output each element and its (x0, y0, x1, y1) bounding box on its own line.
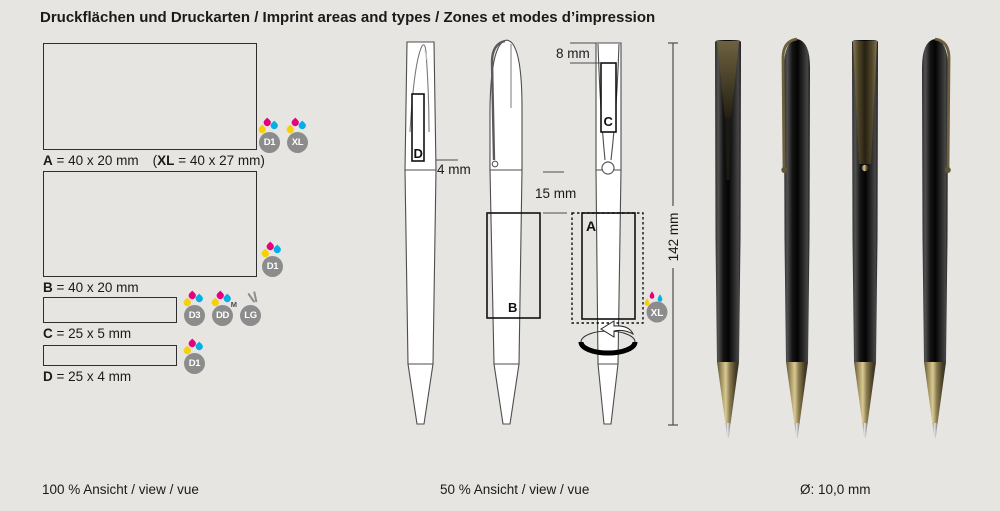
dim-text-15mm: 15 mm (535, 186, 577, 201)
photo-pen-side-view-left (781, 39, 810, 438)
yellow-drop-icon (645, 298, 650, 305)
ballpoint-tip (933, 423, 938, 438)
imprint-area-c-box (43, 297, 177, 323)
imprint-area-a-box (43, 43, 257, 150)
area-d-size: = 25 x 4 mm (52, 369, 132, 384)
cyan-drop-icon (270, 121, 279, 130)
print-method-d1-badge: D1 (262, 256, 283, 277)
area-b-size: = 40 x 20 mm (52, 280, 139, 295)
print-method-d1-icon (261, 243, 284, 277)
area-c-size: = 25 x 5 mm (52, 326, 132, 341)
area-a-letter: A (43, 153, 53, 168)
ballpoint-tip (863, 423, 868, 438)
print-method-dd-badge: DD (212, 305, 233, 326)
imprint-area-b-label (43, 280, 139, 295)
print-method-xl-icon (286, 119, 309, 153)
print-method-d3-icon (183, 292, 206, 326)
cyan-drop-icon (195, 294, 204, 303)
dd-superscript-m: M (230, 300, 237, 309)
print-method-d1-icon (183, 340, 206, 374)
cyan-drop-icon (658, 294, 663, 301)
pen-tip-cone (924, 362, 946, 424)
magenta-drop-icon (650, 291, 655, 298)
cyan-drop-icon (298, 121, 307, 130)
imprint-area-d-box (43, 345, 177, 366)
print-method-xl-badge: XL (287, 132, 308, 153)
area-c-print-methods (183, 292, 262, 326)
pen-technical-drawing (380, 28, 700, 460)
print-method-lg-icon (239, 292, 262, 326)
photo-pen-front-view (715, 40, 741, 438)
area-c-letter: C (43, 326, 53, 341)
print-method-d1-icon (258, 119, 281, 153)
area-a-print-methods (258, 119, 309, 153)
page-title: Druckflächen und Druckarten / Imprint areas and types / Zones et modes d’impression (40, 9, 656, 26)
area-b-letter: B (43, 280, 53, 295)
print-method-d3-badge: D3 (184, 305, 205, 326)
drawing-label-b: B (508, 300, 518, 315)
pen-side-view-drawing (490, 40, 522, 424)
area-d-print-methods (183, 340, 206, 374)
xl-badge-text: XL (650, 308, 664, 319)
cyan-drop-icon (273, 245, 282, 254)
xl-print-method-icon (645, 291, 668, 322)
dim-text-8mm: 8 mm (556, 46, 590, 61)
area-d-letter: D (43, 369, 53, 384)
area-a-xl-paren: ( (152, 153, 158, 168)
drawing-label-a: A (586, 218, 597, 234)
ballpoint-tip (726, 423, 731, 438)
pen-tip-cone (786, 362, 808, 424)
dim-text-4mm: 4 mm (437, 162, 471, 177)
drawing-label-d: D (413, 146, 423, 161)
drawing-label-c: C (603, 114, 613, 129)
clip-screw (862, 165, 868, 171)
ballpoint-tip (795, 423, 800, 438)
area-b-print-methods (261, 243, 284, 277)
dim-text-142mm: 142 mm (666, 212, 681, 262)
imprint-area-b-box (43, 171, 257, 277)
pen-tip-cone (854, 362, 876, 424)
cyan-drop-icon (195, 342, 204, 351)
imprint-area-a-label (43, 153, 265, 168)
imprint-area-d-label (43, 369, 131, 384)
photo-pen-back-view (852, 40, 878, 438)
print-method-dd-icon (211, 292, 237, 326)
scale-caption-50: 50 % Ansicht / view / vue (440, 482, 590, 497)
scale-caption-100: 100 % Ansicht / view / vue (42, 482, 199, 497)
photo-pen-side-view-right (922, 39, 951, 438)
print-method-lg-badge: LG (240, 305, 261, 326)
print-method-d1-badge: D1 (184, 353, 205, 374)
area-a-xl-letter: XL (157, 153, 175, 168)
pen-photo-views (700, 28, 1000, 460)
imprint-area-c-label (43, 326, 131, 341)
diameter-caption: Ø: 10,0 mm (800, 482, 871, 497)
pen-tip-cone (717, 362, 739, 424)
area-a-xl-size: = 40 x 27 mm) (174, 153, 265, 168)
area-a-size: = 40 x 20 mm (52, 153, 139, 168)
print-method-d1-badge: D1 (259, 132, 280, 153)
